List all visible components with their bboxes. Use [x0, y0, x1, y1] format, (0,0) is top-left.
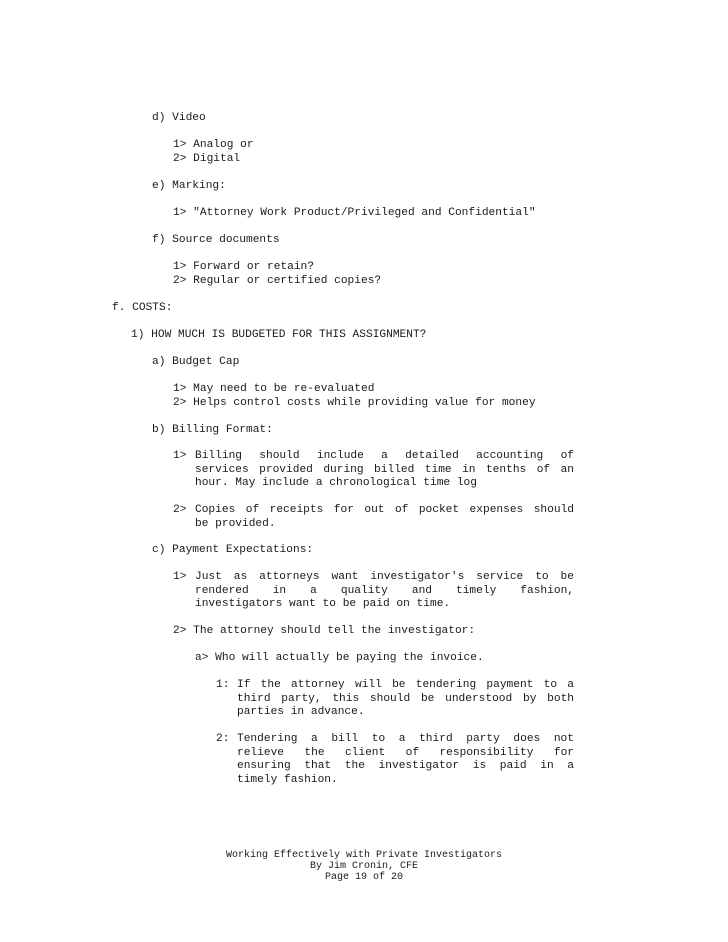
- item-f-source-documents: f) Source documents: [152, 234, 280, 246]
- item-n1-marker: 1:: [216, 679, 230, 691]
- paragraph-line: Just as attorneys want investigator's service to be: [195, 571, 574, 583]
- item-d-analog: 1> Analog or: [173, 139, 254, 151]
- item-c1-paragraph: [195, 571, 574, 612]
- item-d-video: d) Video: [152, 112, 206, 124]
- footer-page-number: Page 19 of 20: [324, 872, 403, 883]
- item-f-forward: 1> Forward or retain?: [173, 261, 314, 273]
- question-budget: 1) HOW MUCH IS BUDGETED FOR THIS ASSIGNMENT?: [131, 329, 427, 341]
- item-d-digital: 2> Digital: [173, 153, 241, 165]
- paragraph-line: services provided during billed time in tenths of an: [195, 463, 574, 476]
- paragraph-line: investigators want to be paid on time.: [195, 598, 451, 610]
- paragraph-line: ensuring that the investigator is paid in a: [237, 760, 574, 772]
- item-b2-marker: 2>: [173, 504, 187, 516]
- paragraph-line: rendered in a quality and timely fashion,: [195, 584, 574, 597]
- item-a-reevaluate: 1> May need to be re-evaluated: [173, 383, 375, 395]
- item-e-marking: e) Marking:: [152, 180, 226, 192]
- item-e-work-product: 1> "Attorney Work Product/Privileged and Confidential": [173, 207, 536, 219]
- paragraph-line: relieve the client of responsibility for: [237, 746, 574, 759]
- item-c-payment-expectations: c) Payment Expectations:: [152, 544, 314, 556]
- item-c1-marker: 1>: [173, 571, 187, 583]
- paragraph-line: Tendering a bill to a third party does not: [237, 733, 574, 745]
- paragraph-line: Billing should include a detailed accounting of: [195, 450, 574, 462]
- paragraph-line: Copies of receipts for out of pocket expenses should: [195, 504, 574, 516]
- item-n1-paragraph: [237, 679, 574, 720]
- footer-title: Working Effectively with Private Investigators: [225, 850, 503, 861]
- item-f-copies: 2> Regular or certified copies?: [173, 275, 382, 287]
- item-n2-paragraph: [237, 733, 574, 787]
- item-b2-paragraph: [195, 504, 574, 531]
- paragraph-line: hour. May include a chronological time log: [195, 477, 477, 489]
- paragraph-line: parties in advance.: [237, 706, 365, 718]
- item-n2-marker: 2:: [216, 733, 230, 745]
- paragraph-line: If the attorney will be tendering payment to a: [237, 679, 574, 691]
- item-c2-attorney-should-tell: 2> The attorney should tell the investigator:: [173, 625, 476, 637]
- paragraph-line: third party, this should be understood by both: [237, 692, 574, 705]
- paragraph-line: be provided.: [195, 517, 276, 530]
- item-a-budget-cap: a) Budget Cap: [152, 356, 240, 368]
- footer-author: By Jim Cronin, CFE: [309, 861, 419, 872]
- item-c2a-who-pays: a> Who will actually be paying the invoice.: [195, 652, 484, 664]
- item-b1-paragraph: [195, 450, 574, 491]
- item-b-billing-format: b) Billing Format:: [152, 424, 273, 436]
- paragraph-line: timely fashion.: [237, 773, 338, 786]
- item-a-control-costs: 2> Helps control costs while providing value for money: [173, 397, 536, 409]
- section-costs-heading: f. COSTS:: [112, 302, 173, 314]
- item-b1-marker: 1>: [173, 450, 187, 462]
